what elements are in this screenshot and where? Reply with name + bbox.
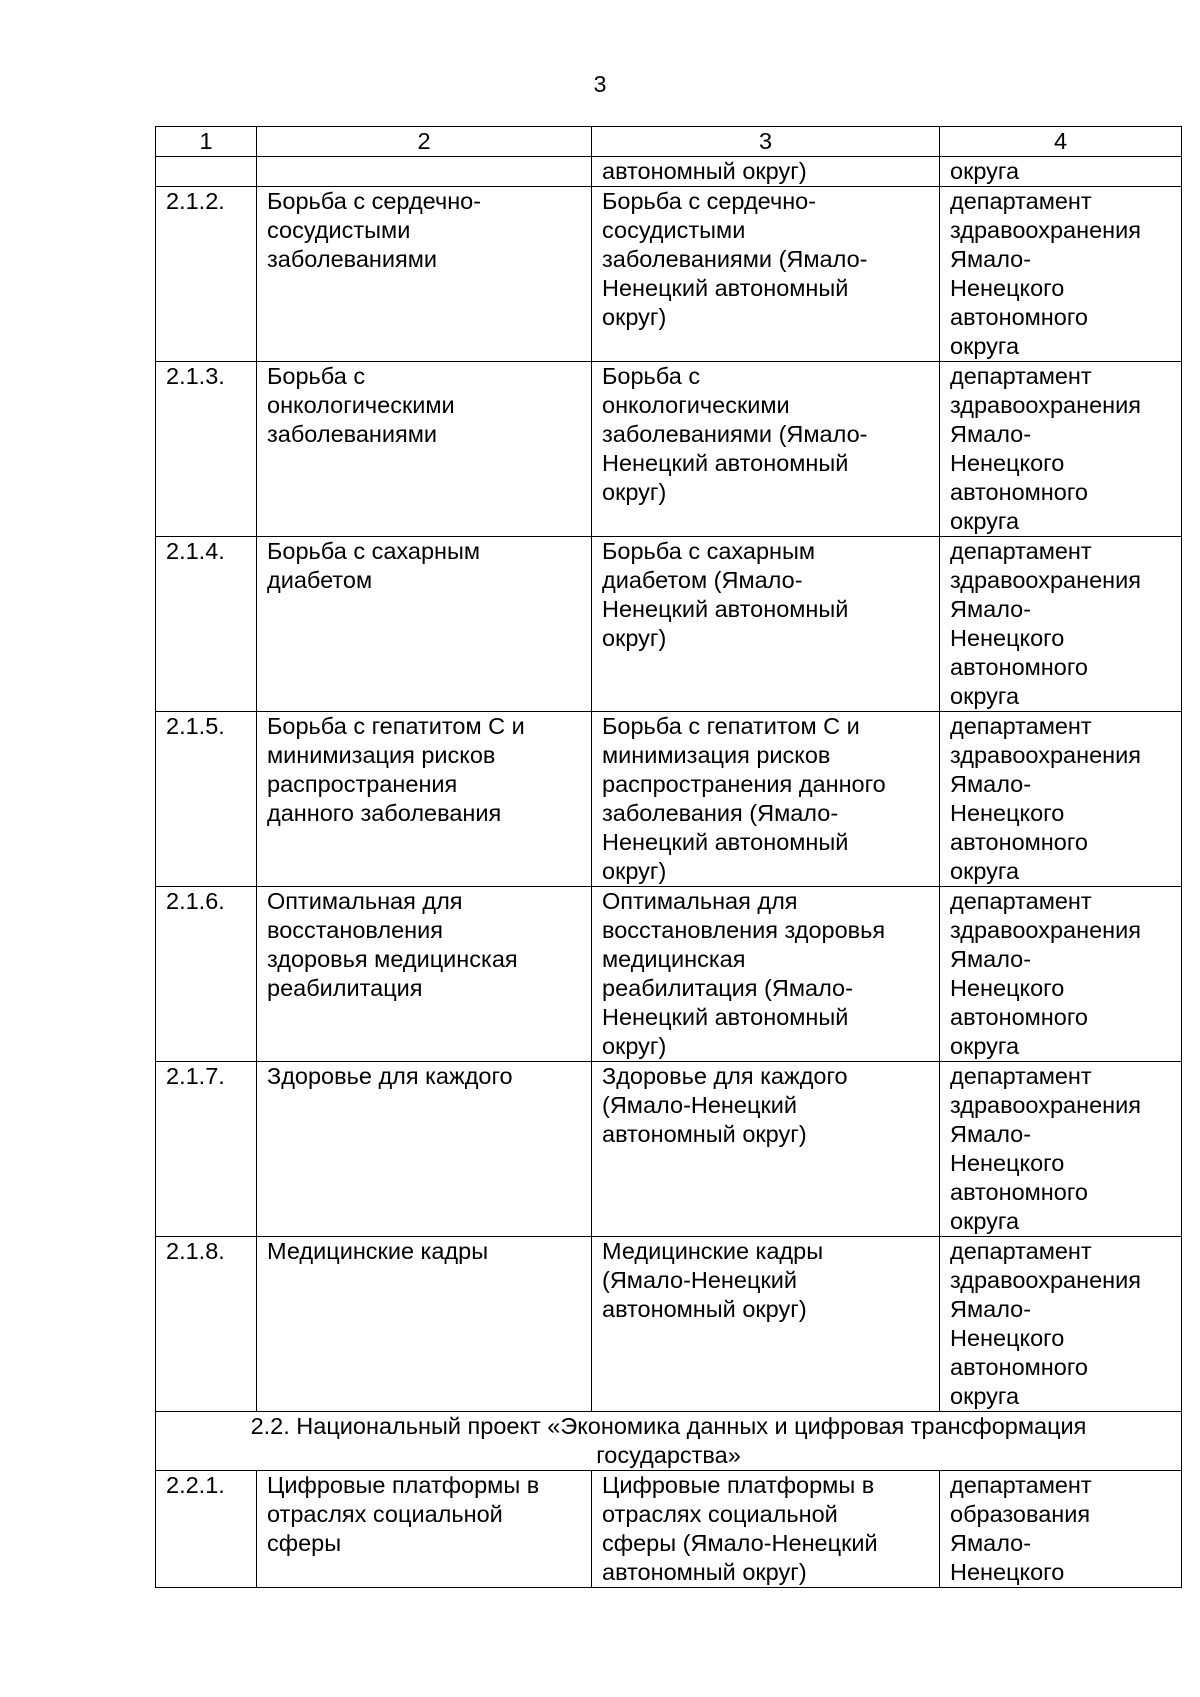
header-cell-3: 3 (592, 127, 940, 157)
row-number-cell: 2.1.5. (156, 712, 257, 887)
table-header-row (156, 127, 1182, 157)
cell-line: Ненецкого (950, 625, 1065, 651)
cell-line: Борьба с сахарным (602, 538, 816, 564)
cell-line: округа (950, 858, 1020, 884)
project-name-cell (257, 187, 592, 362)
row-number-cell: 2.1.7. (156, 1062, 257, 1237)
regional-project-cell (592, 362, 940, 537)
continuation-cell-2 (257, 157, 592, 187)
continuation-row (156, 157, 1182, 187)
cell-line: Ненецкий автономный (602, 275, 849, 301)
row-number-cell: 2.1.3. (156, 362, 257, 537)
cell-line: департамент (950, 713, 1092, 739)
cell-line: округ) (602, 858, 667, 884)
cell-line: автономный округ) (602, 1559, 807, 1585)
table-row (156, 1062, 1182, 1237)
cell-line: образования (950, 1501, 1091, 1527)
project-name-cell (257, 712, 592, 887)
regional-project-cell (592, 1062, 940, 1237)
cell-line: Ненецкого (950, 275, 1065, 301)
cell-line: автономного (950, 829, 1088, 855)
cell-line: Борьба с (602, 363, 701, 389)
cell-line: онкологическими (267, 392, 455, 418)
cell-line: Ямало- (950, 421, 1032, 447)
cell-line: Ненецкий автономный (602, 1004, 849, 1030)
section-heading-row (156, 1412, 1182, 1471)
cell-line: Борьба с сахарным (267, 538, 481, 564)
cell-line: Цифровые платформы в (267, 1472, 540, 1498)
row-number-cell: 2.1.2. (156, 187, 257, 362)
table-row (156, 887, 1182, 1062)
cell-line: Цифровые платформы в (602, 1472, 875, 1498)
cell-line: Ямало- (950, 246, 1032, 272)
header-cell-4: 4 (940, 127, 1182, 157)
cell-line: автономного (950, 479, 1088, 505)
table-body (156, 127, 1182, 1588)
cell-line: сферы (267, 1530, 342, 1556)
cell-line: автономного (950, 304, 1088, 330)
regional-project-cell (592, 1237, 940, 1412)
cell-line: Ямало- (950, 596, 1032, 622)
cell-line: минимизация рисков (267, 742, 496, 768)
cell-line: автономного (950, 1179, 1088, 1205)
cell-line: Ненецкий автономный (602, 450, 849, 476)
cell-line: департамент (950, 1063, 1092, 1089)
table-row (156, 1471, 1182, 1588)
header-cell-2: 2 (257, 127, 592, 157)
cell-line: отраслях социальной (602, 1501, 838, 1527)
cell-line: диабетом (Ямало- (602, 567, 803, 593)
continuation-cell-3: автономный округ) (592, 157, 940, 187)
cell-line: распространения (267, 771, 458, 797)
cell-line: Ямало- (950, 1121, 1032, 1147)
cell-line: департамент (950, 1472, 1092, 1498)
cell-line: Ненецкий автономный (602, 596, 849, 622)
program-table (155, 126, 1182, 1588)
cell-line: Ненецкого (950, 1559, 1065, 1585)
responsible-body-cell (940, 712, 1182, 887)
cell-line: Ненецкого (950, 1325, 1065, 1351)
cell-line: Ненецкий автономный (602, 829, 849, 855)
cell-line: заболеваниями (267, 246, 438, 272)
cell-line: департамент (950, 538, 1092, 564)
cell-line: округа (950, 333, 1020, 359)
continuation-cell-1 (156, 157, 257, 187)
responsible-body-cell (940, 362, 1182, 537)
cell-line: департамент (950, 1238, 1092, 1264)
cell-line: округ) (602, 304, 667, 330)
responsible-body-cell (940, 1062, 1182, 1237)
regional-project-cell (592, 887, 940, 1062)
cell-line: заболеваниями (Ямало- (602, 246, 868, 272)
cell-line: Оптимальная для (602, 888, 798, 914)
cell-line: Здоровье для каждого (602, 1063, 848, 1089)
cell-line: Борьба с гепатитом С и (267, 713, 525, 739)
project-name-cell (257, 887, 592, 1062)
row-number-cell: 2.1.8. (156, 1237, 257, 1412)
cell-line: округа (950, 1033, 1020, 1059)
cell-line: восстановления здоровья (602, 917, 886, 943)
cell-line: заболеваниями (Ямало- (602, 421, 868, 447)
cell-line: здравоохранения (950, 392, 1141, 418)
cell-line: Ямало- (950, 1530, 1032, 1556)
cell-line: округа (950, 508, 1020, 534)
cell-line: округа (950, 1383, 1020, 1409)
cell-line: здоровья медицинская (267, 946, 518, 972)
cell-line: государства» (596, 1442, 741, 1468)
cell-line: Борьба с сердечно- (267, 188, 482, 214)
cell-line: диабетом (267, 567, 373, 593)
cell-line: Борьба с (267, 363, 366, 389)
regional-project-cell (592, 1471, 940, 1588)
cell-line: 2.2. Национальный проект «Экономика данных и цифровая трансформация (250, 1413, 1087, 1439)
table-row (156, 362, 1182, 537)
cell-line: департамент (950, 363, 1092, 389)
cell-line: округ) (602, 479, 667, 505)
page-number: 3 (593, 71, 607, 97)
cell-line: Ненецкого (950, 975, 1065, 1001)
row-number-cell: 2.2.1. (156, 1471, 257, 1588)
cell-line: реабилитация (267, 975, 423, 1001)
cell-line: Оптимальная для (267, 888, 463, 914)
responsible-body-cell (940, 1471, 1182, 1588)
cell-line: минимизация рисков (602, 742, 831, 768)
responsible-body-cell (940, 537, 1182, 712)
cell-line: округ) (602, 1033, 667, 1059)
row-number-cell: 2.1.4. (156, 537, 257, 712)
section-heading-cell (156, 1412, 1182, 1471)
cell-line: реабилитация (Ямало- (602, 975, 853, 1001)
responsible-body-cell (940, 1237, 1182, 1412)
responsible-body-cell (940, 887, 1182, 1062)
cell-line: департамент (950, 888, 1092, 914)
cell-line: заболеваниями (267, 421, 438, 447)
cell-line: автономный округ) (602, 1121, 807, 1147)
header-cell-1: 1 (156, 127, 257, 157)
cell-line: Борьба с гепатитом С и (602, 713, 860, 739)
cell-line: автономного (950, 1354, 1088, 1380)
cell-line: Медицинские кадры (267, 1238, 489, 1264)
table-row (156, 537, 1182, 712)
cell-line: медицинская (602, 946, 746, 972)
cell-line: распространения данного (602, 771, 886, 797)
continuation-cell-4: округа (940, 157, 1182, 187)
cell-line: (Ямало-Ненецкий (602, 1092, 797, 1118)
cell-line: сосудистыми (267, 217, 411, 243)
cell-line: автономного (950, 1004, 1088, 1030)
cell-line: заболевания (Ямало- (602, 800, 839, 826)
cell-line: округ) (602, 625, 667, 651)
cell-line: округа (950, 683, 1020, 709)
cell-line: восстановления (267, 917, 443, 943)
cell-line: округа (950, 1208, 1020, 1234)
cell-line: здравоохранения (950, 1092, 1141, 1118)
cell-line: данного заболевания (267, 800, 502, 826)
project-name-cell (257, 1237, 592, 1412)
row-number-cell: 2.1.6. (156, 887, 257, 1062)
cell-line: Ненецкого (950, 800, 1065, 826)
cell-line: онкологическими (602, 392, 790, 418)
table-row (156, 712, 1182, 887)
project-name-cell (257, 1062, 592, 1237)
project-name-cell (257, 362, 592, 537)
regional-project-cell (592, 187, 940, 362)
cell-line: здравоохранения (950, 567, 1141, 593)
cell-line: Здоровье для каждого (267, 1063, 513, 1089)
table-row (156, 1237, 1182, 1412)
cell-line: Ямало- (950, 771, 1032, 797)
cell-line: автономного (950, 654, 1088, 680)
regional-project-cell (592, 537, 940, 712)
cell-line: Ненецкого (950, 450, 1065, 476)
cell-line: отраслях социальной (267, 1501, 503, 1527)
cell-line: департамент (950, 188, 1092, 214)
cell-line: здравоохранения (950, 1267, 1141, 1293)
cell-line: здравоохранения (950, 217, 1141, 243)
cell-line: здравоохранения (950, 742, 1141, 768)
cell-line: сферы (Ямало-Ненецкий (602, 1530, 878, 1556)
cell-line: Ямало- (950, 1296, 1032, 1322)
cell-line: Ненецкого (950, 1150, 1065, 1176)
cell-line: здравоохранения (950, 917, 1141, 943)
cell-line: (Ямало-Ненецкий (602, 1267, 797, 1293)
regional-project-cell (592, 712, 940, 887)
cell-line: Медицинские кадры (602, 1238, 824, 1264)
cell-line: автономный округ) (602, 1296, 807, 1322)
table-row (156, 187, 1182, 362)
responsible-body-cell (940, 187, 1182, 362)
cell-line: Ямало- (950, 946, 1032, 972)
project-name-cell (257, 537, 592, 712)
project-name-cell (257, 1471, 592, 1588)
cell-line: сосудистыми (602, 217, 746, 243)
cell-line: Борьба с сердечно- (602, 188, 817, 214)
